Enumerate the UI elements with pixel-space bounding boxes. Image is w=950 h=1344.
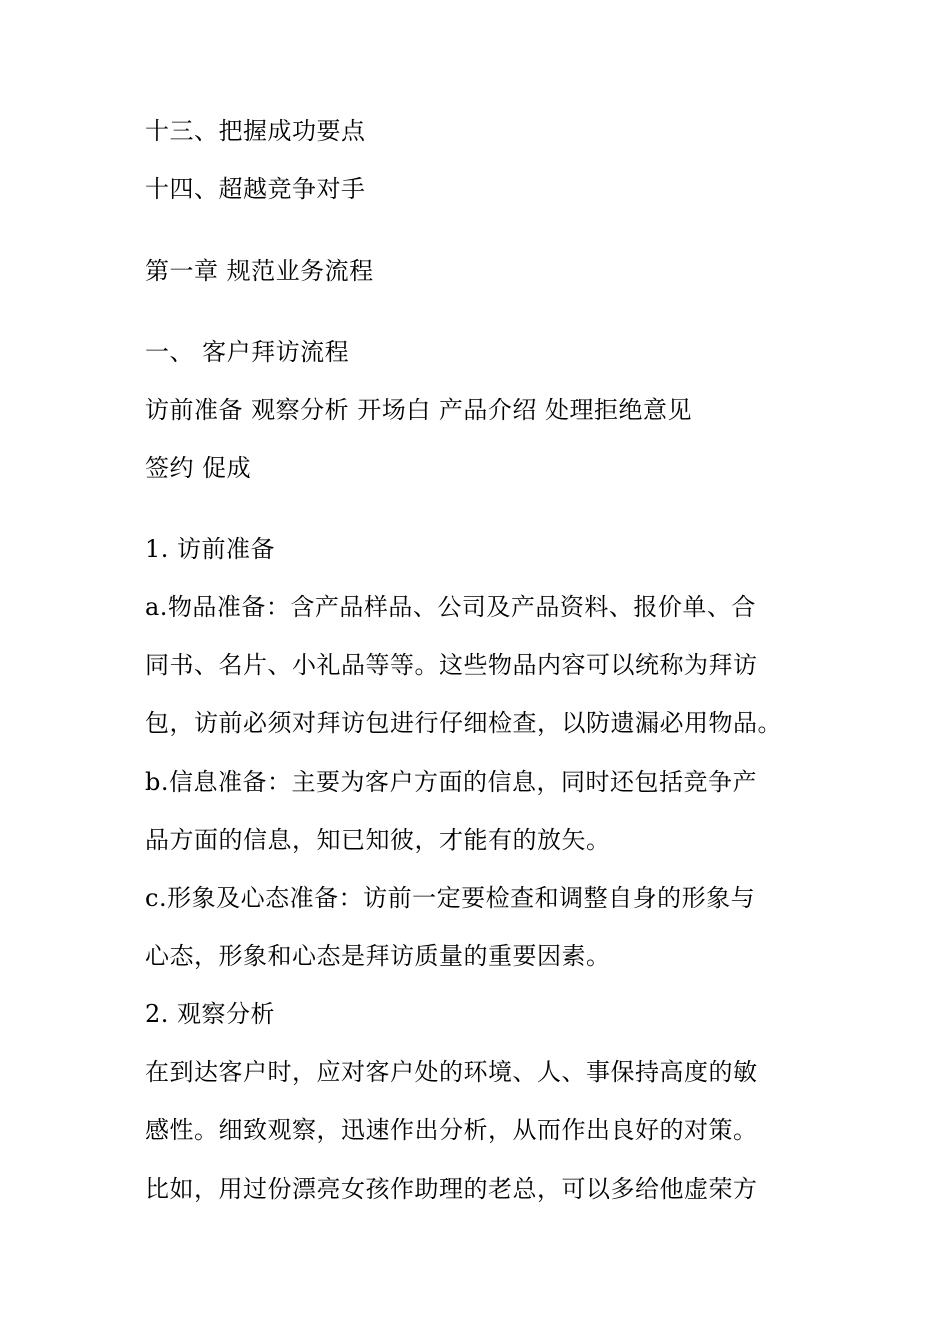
chapter-title: 第一章 规范业务流程 [145,257,374,285]
paragraph-line: 比如，用过份漂亮女孩作助理的老总，可以多给他虚荣方 [145,1175,758,1203]
paragraph-line: 感性。细致观察，迅速作出分析，从而作出良好的对策。 [145,1116,758,1144]
process-steps-line: 访前准备 观察分析 开场白 产品介绍 处理拒绝意见 [145,396,693,424]
paragraph-line: b.信息准备：主要为客户方面的信息，同时还包括竞争产 [145,768,757,796]
paragraph-line: 同书、名片、小礼品等等。这些物品内容可以统称为拜访 [145,651,758,679]
toc-item-14: 十四、超越竞争对手 [145,175,366,203]
process-steps-line: 签约 促成 [145,454,252,482]
paragraph-line: c.形象及心态准备：访前一定要检查和调整自身的形象与 [145,884,756,912]
subsection-heading: 1. 访前准备 [145,535,276,563]
section-heading: 一、 客户拜访流程 [145,338,350,366]
paragraph-line: 在到达客户时，应对客户处的环境、人、事保持高度的敏 [145,1058,758,1086]
toc-item-13: 十三、把握成功要点 [145,117,366,145]
paragraph-line: 品方面的信息，知已知彼，才能有的放矢。 [145,826,611,854]
paragraph-line: a.物品准备：含产品样品、公司及产品资料、报价单、合 [145,593,756,621]
subsection-heading: 2. 观察分析 [145,1000,276,1028]
paragraph-line: 包，访前必须对拜访包进行仔细检查，以防遗漏必用物品。 [145,709,782,737]
paragraph-line: 心态，形象和心态是拜访质量的重要因素。 [145,942,611,970]
